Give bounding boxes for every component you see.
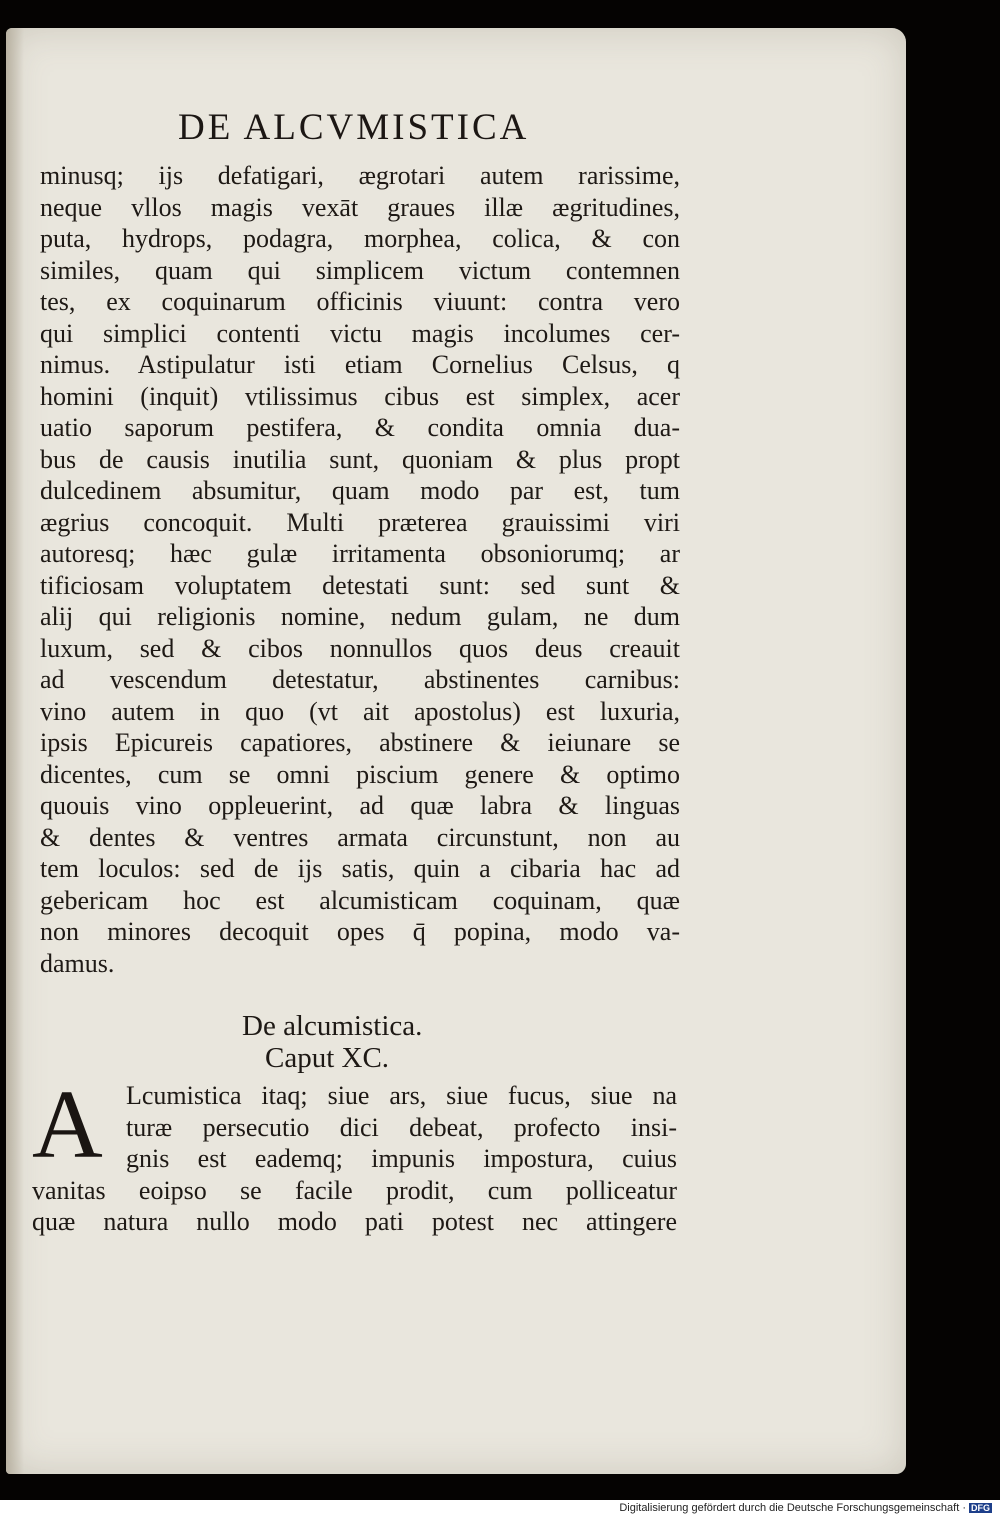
book-page xyxy=(6,28,906,1474)
text-line: qui simplici contenti victu magis incolumes cer- xyxy=(40,318,680,348)
text-line: gebericam hoc est alcumisticam coquinam, quæ xyxy=(40,885,680,915)
text-line: uatio saporum pestifera, & condita omnia dua- xyxy=(40,413,680,442)
text-line: damus. xyxy=(40,948,115,978)
footer-credit-text: Digitalisierung gefördert durch die Deutsche Forschungsgemeinschaft · xyxy=(619,1502,966,1514)
text-line: dicentes, cum se omni piscium genere & optimo xyxy=(40,759,680,789)
running-head: DE ALCVMISTICA xyxy=(178,107,530,148)
text-line: similes, quam qui simplicem victum contemnen xyxy=(40,255,680,285)
text-line: bus de causis inutilia sunt, quoniam & plus propt xyxy=(40,444,680,474)
text-line: & dentes & ventres armata circunstunt, non au xyxy=(40,822,680,852)
text-line: tem loculos: sed de ijs satis, quin a cibaria hac ad xyxy=(40,854,680,883)
text-line: tificiosam voluptatem detestati sunt: sed sunt & xyxy=(40,570,680,600)
text-line: luxum, sed & cibos nonnullos quos deus creauit xyxy=(40,633,680,663)
text-line: homini (inquit) vtilissimus cibus est simplex, acer xyxy=(40,381,680,411)
text-line: ad vescendum detestatur, abstinentes carnibus: xyxy=(40,665,680,694)
dfg-logo: DFG xyxy=(971,1503,990,1514)
text-line: nimus. Astipulatur isti etiam Cornelius Celsus, q xyxy=(40,350,680,379)
text-line: vanitas eoipso se facile prodit, cum polliceatur xyxy=(32,1175,677,1205)
chapter-number: Caput XC. xyxy=(265,1042,390,1074)
text-line: gnis est eademq; impunis impostura, cuius xyxy=(126,1144,677,1173)
text-line: alij qui religionis nomine, nedum gulam, ne dum xyxy=(40,602,680,631)
footer-credit xyxy=(619,1502,992,1514)
body-text xyxy=(40,160,680,979)
chapter-text xyxy=(32,1071,677,1238)
text-line: Lcumistica itaq; siue ars, siue fucus, siue na xyxy=(126,1081,677,1110)
text-line: minusq; ijs defatigari, ægrotari autem rarissime, xyxy=(40,161,680,190)
text-line: quouis vino oppleuerint, ad quæ labra & linguas xyxy=(40,791,680,820)
chapter-title: De alcumistica. xyxy=(242,1010,423,1042)
text-line: neque vllos magis vexāt graues illæ ægritudines, xyxy=(40,192,680,222)
drop-cap: A xyxy=(32,1071,103,1179)
text-line: puta, hydrops, podagra, morphea, colica, & con xyxy=(40,224,680,253)
text-line: tes, ex coquinarum officinis viuunt: contra vero xyxy=(40,287,680,316)
text-line: non minores decoquit opes q̄ popina, modo va- xyxy=(40,917,680,946)
text-line: ægrius concoquit. Multi præterea grauissimi viri xyxy=(40,507,680,537)
text-line: vino autem in quo (vt ait apostolus) est luxuria, xyxy=(40,696,680,726)
text-line: ipsis Epicureis capatiores, abstinere & ieiunare se xyxy=(40,728,680,757)
text-line: autoresq; hæc gulæ irritamenta obsoniorumq; ar xyxy=(40,539,680,568)
text-line: turæ persecutio dici debeat, profecto insi- xyxy=(126,1112,677,1142)
text-line: dulcedinem absumitur, quam modo par est, tum xyxy=(40,476,680,505)
page-gutter-shadow xyxy=(6,28,24,1474)
text-line: quæ natura nullo modo pati potest nec attingere xyxy=(32,1207,677,1236)
